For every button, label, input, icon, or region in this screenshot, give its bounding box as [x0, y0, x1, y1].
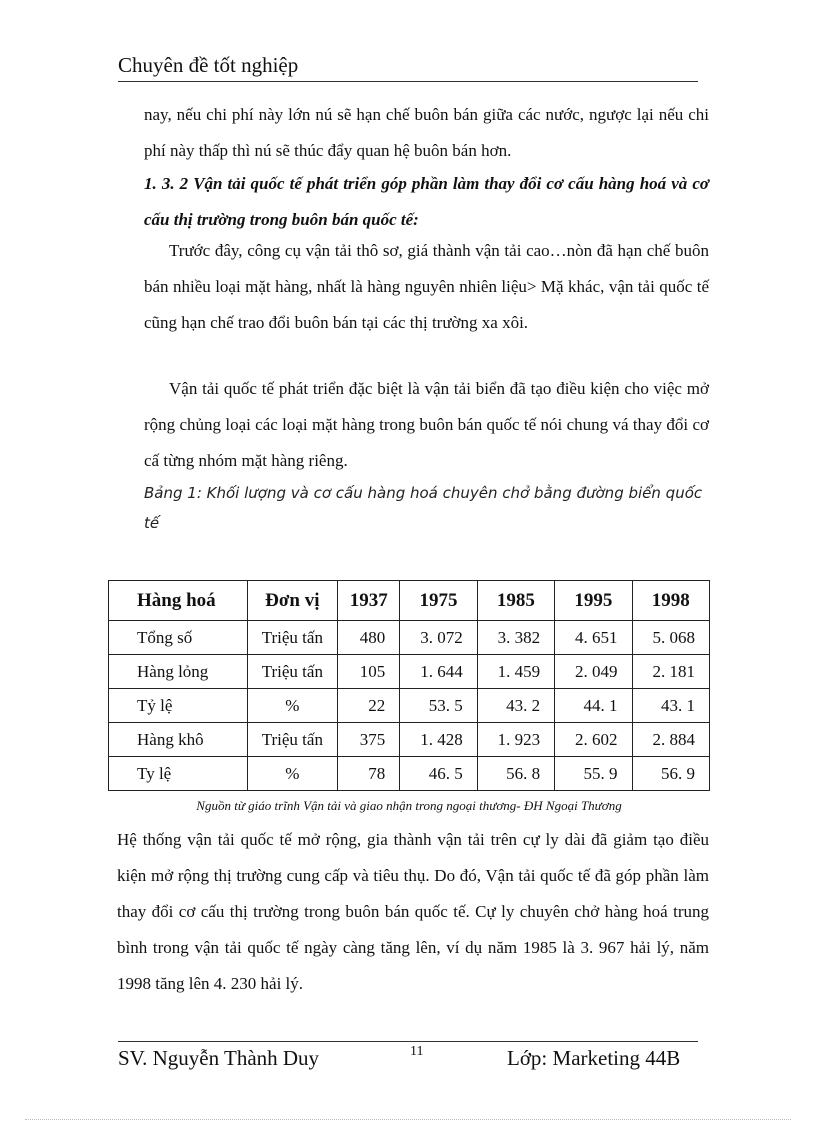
table-cell: 2. 884	[632, 723, 709, 757]
table-cell: 2. 602	[555, 723, 632, 757]
table-cell: 1. 428	[400, 723, 477, 757]
table-caption: Bảng 1: Khối lượng và cơ cấu hàng hoá chuyên chở bằng đường biển quốc tế	[144, 484, 703, 532]
header-cell: Đơn vị	[247, 581, 338, 621]
table-cell: 3. 072	[400, 621, 477, 655]
table-cell: 375	[338, 723, 400, 757]
table-cell: 1. 459	[477, 655, 554, 689]
table-cell: 44. 1	[555, 689, 632, 723]
table-cell: %	[247, 757, 338, 791]
header-cell: 1985	[477, 581, 554, 621]
table-cell: Triệu tấn	[247, 655, 338, 689]
table-cell: Ty lệ	[109, 757, 248, 791]
paragraph-intro: nay, nếu chi phí này lớn nú sẽ hạn chế buôn bán giữa các nước, ngược lại nếu chi phí này thấp thì nú sẽ thúc đẩy quan hệ buôn bán hơn.	[144, 105, 709, 160]
table-cell: 56. 8	[477, 757, 554, 791]
table-cell: Tỷ lệ	[109, 689, 248, 723]
footer-student: SV. Nguyễn Thành Duy	[118, 1046, 320, 1070]
header-cell: 1975	[400, 581, 477, 621]
table-cell: 2. 181	[632, 655, 709, 689]
table-cell: Hàng khô	[109, 723, 248, 757]
table-cell: Triệu tấn	[247, 621, 338, 655]
table-row	[109, 621, 710, 655]
table-cell: Triệu tấn	[247, 723, 338, 757]
table-cell: 43. 2	[477, 689, 554, 723]
table-cell: 55. 9	[555, 757, 632, 791]
table-header-row	[109, 581, 710, 621]
table-cell: 105	[338, 655, 400, 689]
table-cell: 78	[338, 757, 400, 791]
table-cell: 5. 068	[632, 621, 709, 655]
page-edge	[25, 1119, 791, 1120]
table-cell: 4. 651	[555, 621, 632, 655]
header-cell: 1998	[632, 581, 709, 621]
table-cell: 43. 1	[632, 689, 709, 723]
table-cell: 22	[338, 689, 400, 723]
table-row	[109, 757, 710, 791]
table-row	[109, 689, 710, 723]
header-cell: 1995	[555, 581, 632, 621]
footer-class: Lớp: Marketing 44B	[507, 1046, 681, 1070]
section-heading: 1. 3. 2 Vận tải quốc tế phát triển góp phần làm thay đổi cơ cấu hàng hoá và cơ cấu thị trường trong buôn bán quốc tế:	[144, 174, 709, 229]
table-cell: 2. 049	[555, 655, 632, 689]
paragraph-history: Trước đây, công cụ vận tải thô sơ, giá thành vận tải cao…nòn đã hạn chế buôn bán nhiều loại mặt hàng, nhất là hàng nguyên nhiên liệu> Mặ khác, vận tải quốc tế cũng hạn chế trao đổi buôn bán tại các thị trường xa xôi.	[144, 241, 709, 332]
table-cell: 1. 923	[477, 723, 554, 757]
table-row	[109, 655, 710, 689]
paragraph-development: Vận tải quốc tế phát triển đặc biệt là vận tải biển đã tạo điều kiện cho việc mở rộng chủng loại các loại mặt hàng trong buôn bán quốc tế nói chung vá thay đổi cơ cấ từng nhóm mặt hàng riêng.	[144, 379, 709, 470]
table-cell: 53. 5	[400, 689, 477, 723]
table-source: Nguồn từ giáo trĩnh Vận tải và giao nhận trong ngoại thương- ĐH Ngoại Thương	[196, 798, 622, 813]
table-row	[109, 723, 710, 757]
footer-page-number: 11	[410, 1044, 424, 1059]
table-cell: 480	[338, 621, 400, 655]
table-cell: Hàng lỏng	[109, 655, 248, 689]
table-cell: 56. 9	[632, 757, 709, 791]
cargo-table	[108, 580, 710, 791]
page-header-title: Chuyên đề tốt nghiệp	[118, 50, 698, 82]
paragraph-conclusion: Hệ thống vận tải quốc tế mở rộng, gia thành vận tải trên cự ly dài đã giảm tạo điều kiện mở rộng thị trường cung cấp và tiêu thụ. Do đó, Vận tải quốc tế đã góp phần làm thay đổi cơ cấu thị trường trong buôn bán quốc tế. Cự ly chuyên chở hàng hoá trung bình trong vận tải quốc tế ngày càng tăng lên, ví dụ năm 1985 là 3. 967 hải lý, năm 1998 tăng lên 4. 230 hải lý.	[117, 830, 709, 993]
header-cell: Hàng hoá	[109, 581, 248, 621]
table-cell: 1. 644	[400, 655, 477, 689]
table-cell: 3. 382	[477, 621, 554, 655]
table-cell: %	[247, 689, 338, 723]
header-cell: 1937	[338, 581, 400, 621]
table-cell: 46. 5	[400, 757, 477, 791]
table-cell: Tổng số	[109, 621, 248, 655]
footer-divider	[118, 1041, 698, 1042]
